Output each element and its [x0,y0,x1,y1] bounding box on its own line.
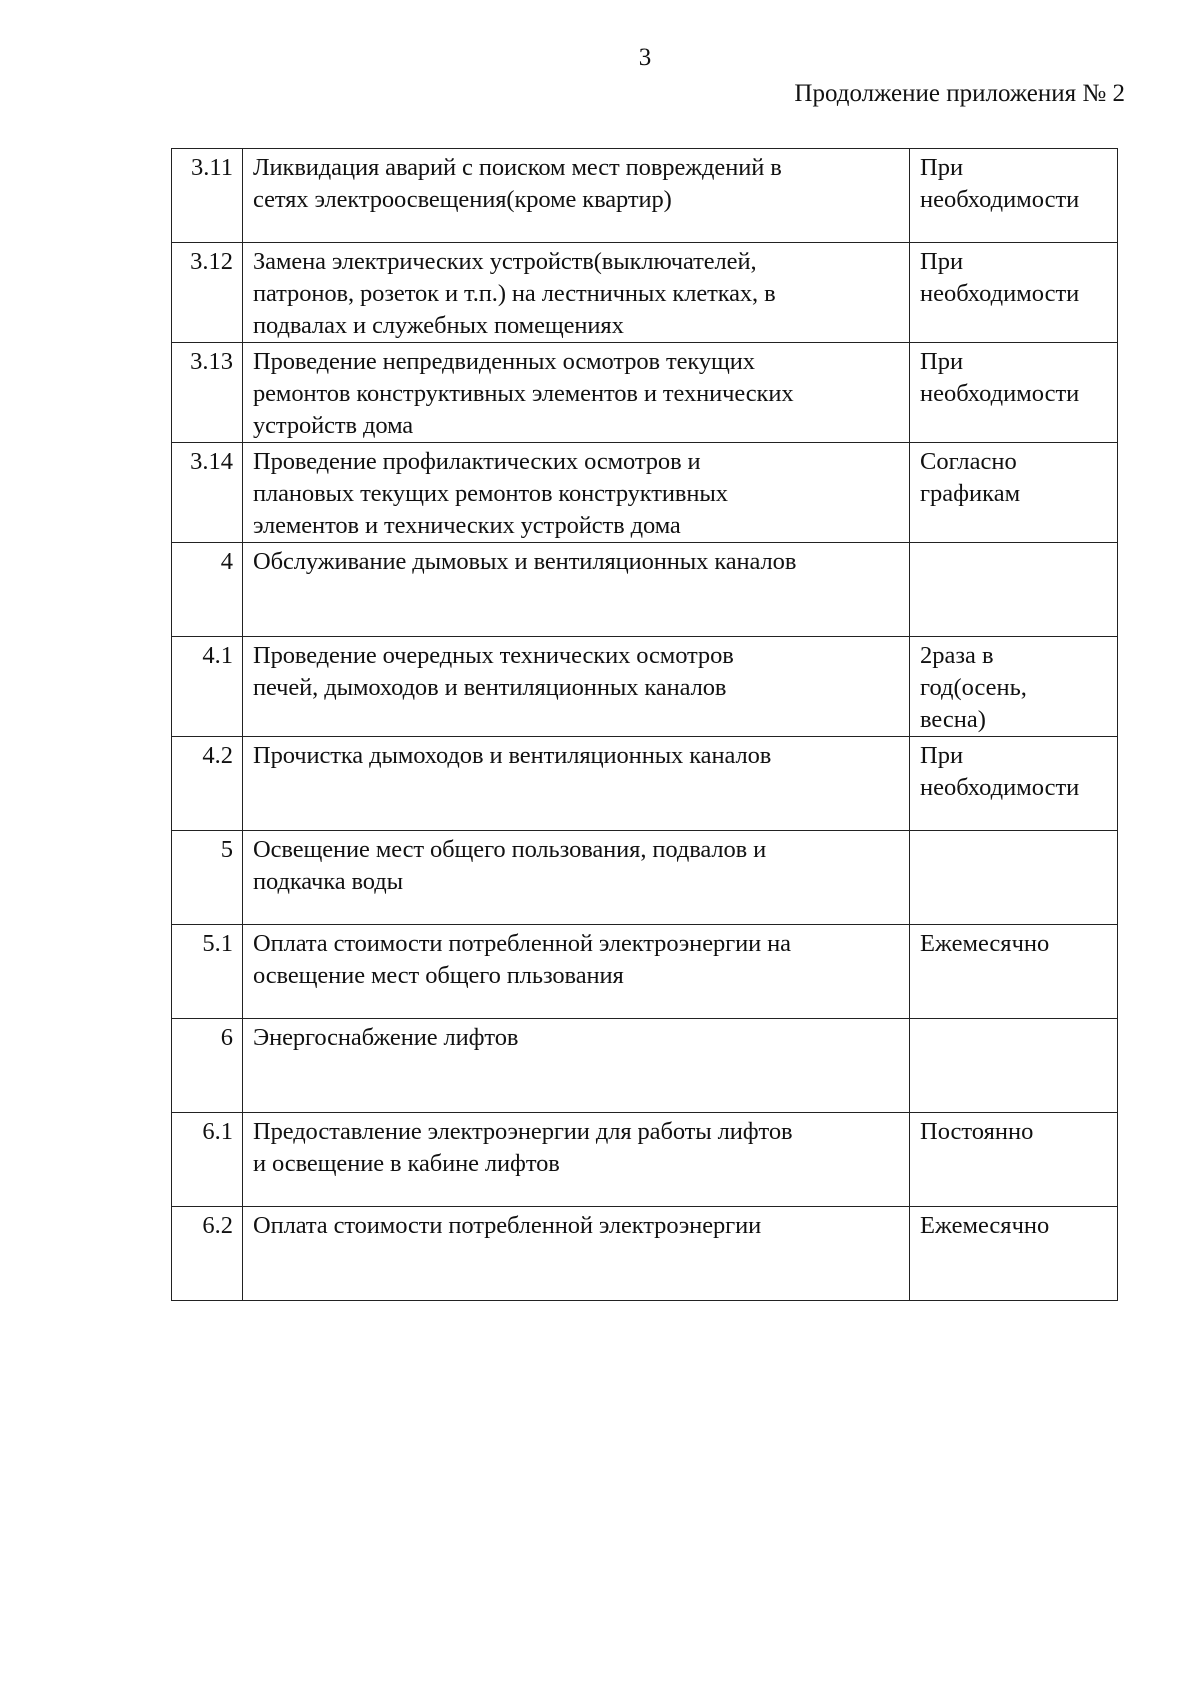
table-row [172,831,1118,925]
description-line: плановых текущих ремонтов конструктивных [253,480,728,507]
work-description-cell [243,343,910,443]
item-number-cell: 6.1 [172,1113,243,1207]
item-number-cell: 4.2 [172,737,243,831]
description-line: Предоставление электроэнергии для работы лифтов [253,1118,793,1145]
item-number-cell: 3.11 [172,149,243,243]
frequency-cell [910,543,1118,637]
item-number-cell: 5 [172,831,243,925]
frequency-cell: 2раза в год(осень, весна) [910,637,1118,737]
work-description-cell [243,149,910,243]
work-description-cell [243,1113,910,1207]
frequency-cell: При необходимости [910,737,1118,831]
description-line: Оплата стоимости потребленной электроэнергии на [253,930,791,957]
description-line: сетях электроосвещения(кроме квартир) [253,186,672,213]
description-line: Проведение очередных технических осмотров [253,642,734,669]
description-line: устройств дома [253,412,414,439]
description-line: Энергоснабжение лифтов [253,1024,519,1051]
frequency-cell [910,831,1118,925]
description-line: Прочистка дымоходов и вентиляционных каналов [253,742,772,769]
item-number-cell: 3.12 [172,243,243,343]
description-line: Замена электрических устройств(выключателей, [253,248,757,275]
item-number-cell: 5.1 [172,925,243,1019]
services-schedule-body [172,149,1118,1301]
item-number-cell: 3.13 [172,343,243,443]
description-line: Проведение профилактических осмотров и [253,448,701,475]
description-line: подкачка воды [253,868,403,895]
table-row [172,443,1118,543]
frequency-cell: Ежемесячно [910,925,1118,1019]
table-row [172,1113,1118,1207]
description-line: Ликвидация аварий с поиском мест повреждений в [253,154,782,181]
item-number-cell: 3.14 [172,443,243,543]
services-schedule-table [171,148,1118,1301]
table-row [172,637,1118,737]
table-row [172,343,1118,443]
page-number: 3 [638,44,652,71]
work-description-cell [243,737,910,831]
table-row [172,737,1118,831]
table-row [172,1019,1118,1113]
frequency-cell: При необходимости [910,343,1118,443]
description-line: Оплата стоимости потребленной электроэнергии [253,1212,762,1239]
table-row [172,543,1118,637]
table-row [172,149,1118,243]
description-line: Обслуживание дымовых и вентиляционных каналов [253,548,797,575]
frequency-cell: При необходимости [910,149,1118,243]
frequency-cell: Постоянно [910,1113,1118,1207]
description-line: Проведение непредвиденных осмотров текущих [253,348,755,375]
description-line: печей, дымоходов и вентиляционных каналов [253,674,727,701]
appendix-continuation-label: Продолжение приложения № 2 [794,80,1125,107]
description-line: освещение мест общего пльзования [253,962,624,989]
work-description-cell [243,443,910,543]
frequency-cell [910,1019,1118,1113]
frequency-cell: Ежемесячно [910,1207,1118,1301]
item-number-cell: 6 [172,1019,243,1113]
description-line: и освещение в кабине лифтов [253,1150,560,1177]
work-description-cell [243,831,910,925]
table-row [172,1207,1118,1301]
work-description-cell [243,543,910,637]
work-description-cell [243,1019,910,1113]
description-line: ремонтов конструктивных элементов и технических [253,380,794,407]
description-line: элементов и технических устройств дома [253,512,681,539]
description-line: подвалах и служебных помещениях [253,312,624,339]
description-line: патронов, розеток и т.п.) на лестничных клетках, в [253,280,776,307]
work-description-cell [243,1207,910,1301]
item-number-cell: 4 [172,543,243,637]
table-row [172,925,1118,1019]
frequency-cell: При необходимости [910,243,1118,343]
work-description-cell [243,925,910,1019]
table-row [172,243,1118,343]
work-description-cell [243,637,910,737]
work-description-cell [243,243,910,343]
description-line: Освещение мест общего пользования, подвалов и [253,836,767,863]
frequency-cell: Согласно графикам [910,443,1118,543]
item-number-cell: 4.1 [172,637,243,737]
item-number-cell: 6.2 [172,1207,243,1301]
